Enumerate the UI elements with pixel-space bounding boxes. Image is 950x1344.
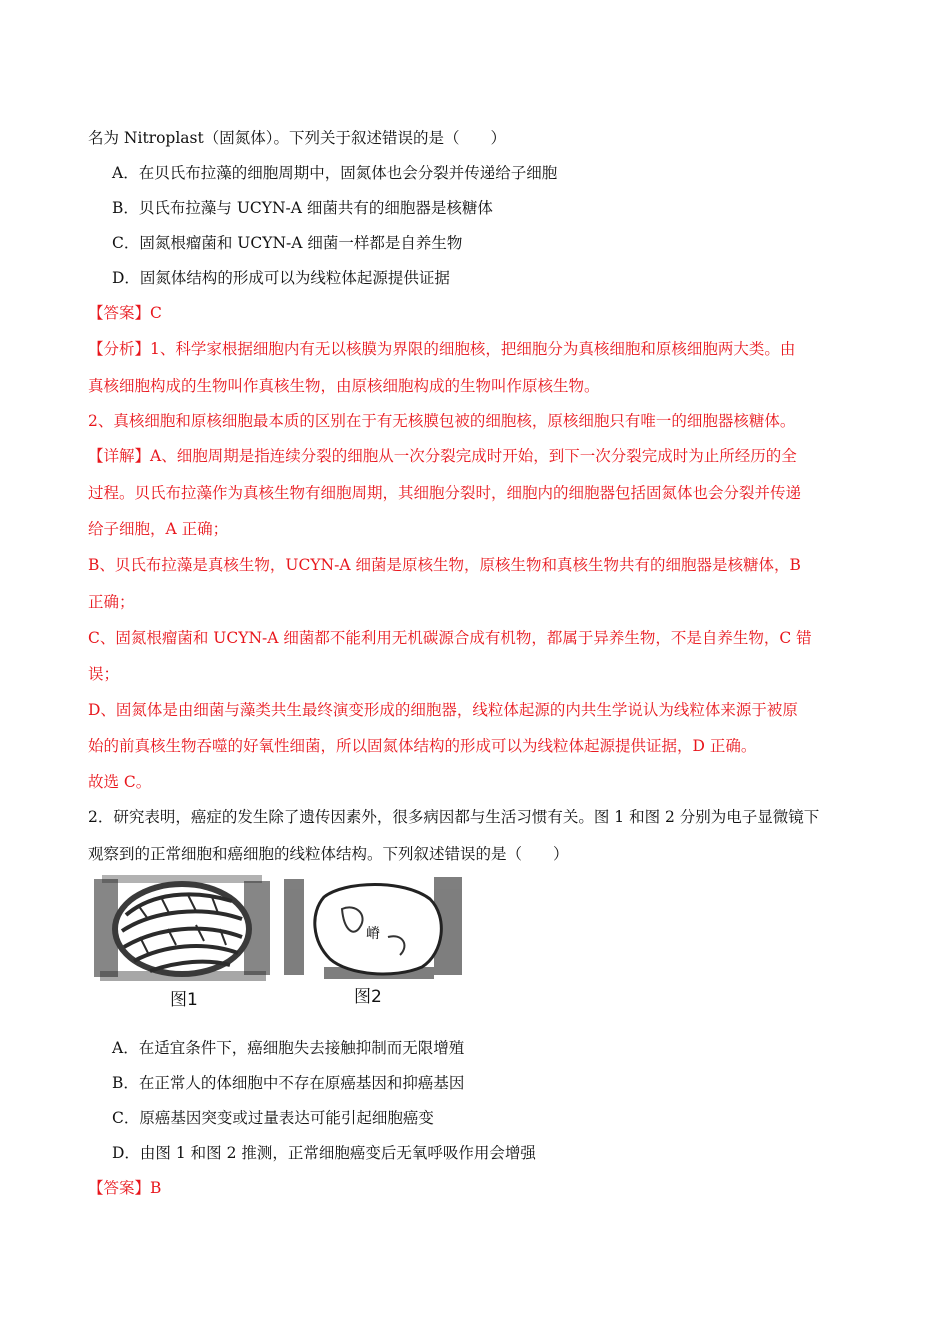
q1-detail-line-6: C、固氮根瘤菌和 UCYN-A 细菌都不能利用无机碳源合成有机物，都属于异养生物，不是自养生物，C 错 [88, 629, 812, 647]
crista-label: 嵴 [366, 926, 380, 942]
q2-option-c: C．原癌基因突变或过量表达可能引起细胞癌变 [112, 1109, 434, 1127]
mitochondria-cancer-image [284, 875, 462, 979]
q1-detail-line-7: 误； [88, 665, 120, 683]
q1-analysis-line-3: 2、真核细胞和原核细胞最本质的区别在于有无核膜包被的细胞核，原核细胞只有唯一的细胞器核糖体。 [88, 412, 796, 430]
q1-analysis-line-1 [88, 338, 868, 360]
q2-stem-line-1: 2．研究表明，癌症的发生除了遗传因素外，很多病因都与生活习惯有关。图 1 和图 2 分别为电子显微镜下 [88, 808, 820, 826]
q1-detail-line-4: B、贝氏布拉藻是真核生物，UCYN-A 细菌是原核生物，原核生物和真核生物共有的细胞器是核糖体，B [88, 556, 801, 574]
q1-detail-line-5: 正确； [88, 593, 135, 611]
answer-value: B [150, 1179, 162, 1197]
q2-option-b: B．在正常人的体细胞中不存在原癌基因和抑癌基因 [112, 1074, 465, 1092]
q2-figure [92, 875, 464, 1010]
q1-conclusion: 故选 C。 [88, 773, 152, 791]
q2-answer [88, 1177, 868, 1199]
answer-value: C [150, 304, 162, 322]
detail-tag: 【详解】 [88, 447, 151, 465]
q1-detail-line-1 [88, 445, 868, 467]
q1-option-c: C．固氮根瘤菌和 UCYN-A 细菌一样都是自养生物 [112, 234, 463, 252]
q2-option-d: D．由图 1 和图 2 推测，正常细胞癌变后无氧呼吸作用会增强 [112, 1144, 536, 1162]
analysis-tag: 【分析】 [88, 340, 151, 358]
detail-text: A、细胞周期是指连续分裂的细胞从一次分裂完成时开始，到下一次分裂完成时为止所经历的全 [150, 447, 797, 465]
mitochondria-normal-image [92, 875, 272, 981]
q1-detail-line-9: 始的前真核生物吞噬的好氧性细菌，所以固氮体结构的形成可以为线粒体起源提供证据，D 正确。 [88, 737, 757, 755]
q2-option-a: A．在适宜条件下，癌细胞失去接触抑制而无限增殖 [112, 1039, 465, 1057]
figure-1-caption: 图1 [170, 990, 198, 1010]
q1-option-a: A．在贝氏布拉藻的细胞周期中，固氮体也会分裂并传递给子细胞 [112, 164, 558, 182]
q1-detail-line-3: 给子细胞，A 正确； [88, 520, 229, 538]
q1-analysis-line-2: 真核细胞构成的生物叫作真核生物，由原核细胞构成的生物叫作原核生物。 [88, 377, 600, 395]
analysis-text: 1、科学家根据细胞内有无以核膜为界限的细胞核，把细胞分为真核细胞和原核细胞两大类。由 [150, 340, 796, 358]
answer-tag: 【答案】 [88, 1179, 151, 1197]
q1-detail-line-8: D、固氮体是由细菌与藻类共生最终演变形成的细胞器，线粒体起源的内共生学说认为线粒体来源于被原 [88, 701, 798, 719]
q1-detail-line-2: 过程。贝氏布拉藻作为真核生物有细胞周期，其细胞分裂时，细胞内的细胞器包括固氮体也会分裂并传递 [88, 484, 802, 502]
answer-tag: 【答案】 [88, 304, 151, 322]
q2-stem-line-2: 观察到的正常细胞和癌细胞的线粒体结构。下列叙述错误的是（ ） [88, 845, 569, 863]
q1-option-b: B．贝氏布拉藻与 UCYN-A 细菌共有的细胞器是核糖体 [112, 199, 493, 217]
q1-option-d: D．固氮体结构的形成可以为线粒体起源提供证据 [112, 269, 450, 287]
q1-answer [88, 302, 868, 324]
figure-2-caption: 图2 [354, 987, 382, 1007]
q1-stem-tail: 名为 Nitroplast（固氮体）。下列关于叙述错误的是（ ） [88, 129, 506, 147]
